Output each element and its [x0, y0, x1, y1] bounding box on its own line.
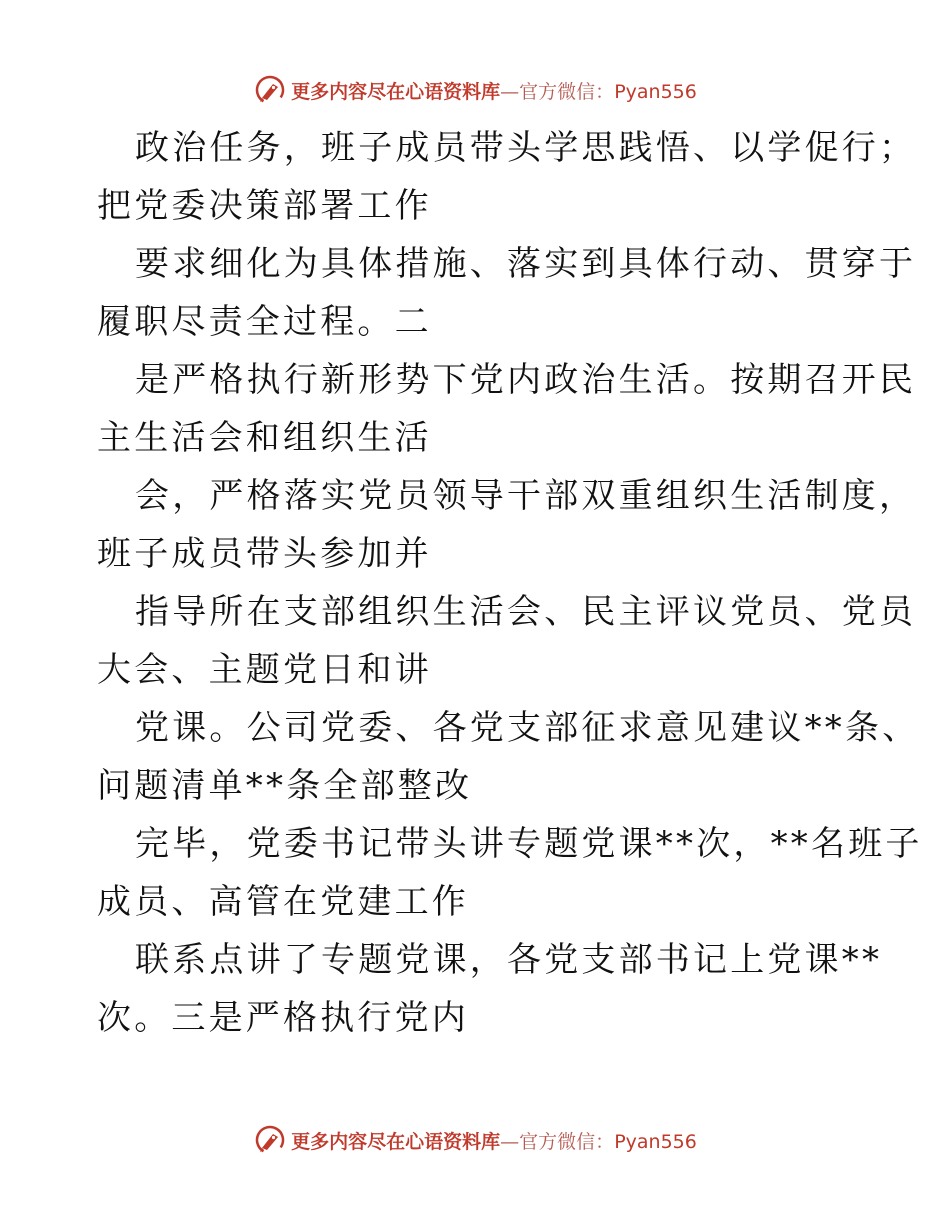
watermark-wechat-label: 官方微信： [519, 80, 615, 103]
watermark-dash: — [500, 80, 520, 103]
body-line-9: 指导所在支部组织生活会、民主评议党员、党员 [135, 592, 917, 632]
document-body [97, 119, 923, 1047]
body-line-12: 问题清单**条全部整改 [97, 766, 473, 806]
footer-watermark [0, 1120, 950, 1160]
watermark-wechat-label: 官方微信： [519, 1130, 615, 1153]
body-line-1: 政治任务，班子成员带头学思践悟、以学促行； [135, 128, 917, 168]
body-line-10: 大会、主题党日和讲 [97, 650, 432, 690]
watermark-main-text: 更多内容尽在心语资料库 [291, 1130, 501, 1153]
watermark-account: Pyan556 [614, 1130, 697, 1153]
body-line-16: 次。三是严格执行党内 [97, 998, 469, 1038]
body-line-15: 联系点讲了专题党课，各党支部书记上党课** [135, 940, 883, 980]
body-line-4: 履职尽责全过程。二 [97, 302, 432, 342]
body-line-13: 完毕，党委书记带头讲专题党课**次，**名班子 [135, 824, 923, 864]
watermark-main-text: 更多内容尽在心语资料库 [291, 80, 501, 103]
pen-nib-circle-logo-icon [253, 1123, 287, 1157]
body-line-3: 要求细化为具体措施、落实到具体行动、贯穿于 [135, 244, 917, 284]
body-line-2: 把党委决策部署工作 [97, 186, 432, 226]
body-line-7: 会，严格落实党员领导干部双重组织生活制度， [135, 476, 917, 516]
body-line-6: 主生活会和组织生活 [97, 418, 432, 458]
watermark-dash: — [500, 1130, 520, 1153]
pen-nib-circle-logo-icon [253, 73, 287, 107]
watermark-text [291, 1127, 697, 1154]
header-watermark [0, 70, 950, 110]
body-line-5: 是严格执行新形势下党内政治生活。按期召开民 [135, 360, 917, 400]
body-line-11: 党课。公司党委、各党支部征求意见建议**条、 [135, 708, 920, 748]
body-line-8: 班子成员带头参加并 [97, 534, 432, 574]
body-line-14: 成员、高管在党建工作 [97, 882, 469, 922]
watermark-account: Pyan556 [614, 80, 697, 103]
watermark-text [291, 77, 697, 104]
